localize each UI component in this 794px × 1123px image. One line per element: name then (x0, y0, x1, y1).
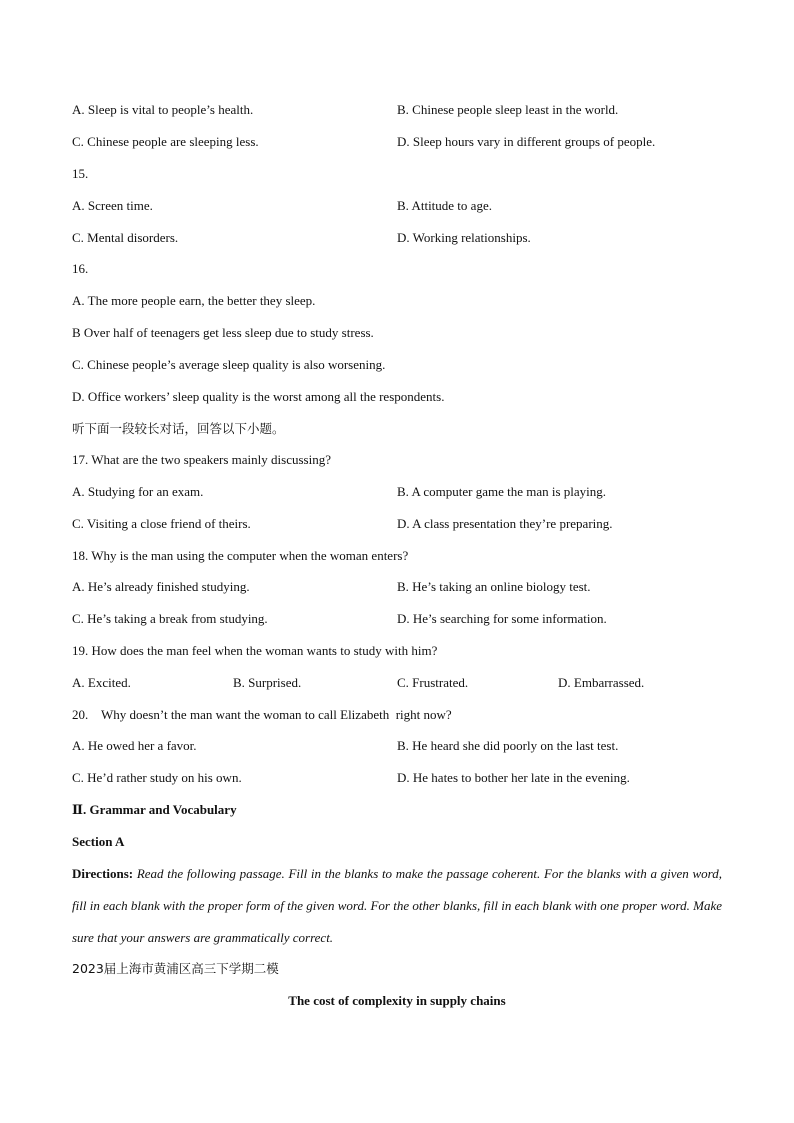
q15-option-a: A. Screen time. (72, 198, 153, 213)
section-a-heading: Section A (72, 834, 125, 849)
source-note: 2023届上海市黄浦区高三下学期二模 (72, 961, 279, 976)
q16-option-b: B Over half of teenagers get less sleep due to study stress. (72, 325, 374, 340)
passage-title: The cost of complexity in supply chains (288, 993, 506, 1008)
q15-option-d: D. Working relationships. (397, 230, 531, 245)
q16-option-c: C. Chinese people’s average sleep quality is also worsening. (72, 357, 386, 372)
q18-option-c: C. He’s taking a break from studying. (72, 611, 268, 626)
q20-option-a: A. He owed her a favor. (72, 738, 197, 753)
directions-label: Directions: (72, 866, 134, 881)
q14-option-d: D. Sleep hours vary in different groups of people. (397, 134, 656, 149)
long-dialogue-instruction: 听下面一段较长对话，回答以下小题。 (72, 421, 285, 436)
directions-text: Read the following passage. Fill in the blanks to make the passage coherent. For the blanks with a given word, fill in each blank with the proper form of the given word. For the other blanks, fill in each blank with one proper word. Make sure that your answers are grammatically correct. (72, 866, 722, 945)
q16-option-d: D. Office workers’ sleep quality is the worst among all the respondents. (72, 389, 445, 404)
q18-option-d: D. He’s searching for some information. (397, 611, 607, 626)
q14-option-c: C. Chinese people are sleeping less. (72, 134, 259, 149)
q15-number: 15. (72, 166, 89, 181)
q18-option-a: A. He’s already finished studying. (72, 579, 250, 594)
q18-question: 18. Why is the man using the computer when the woman enters? (72, 548, 409, 563)
q14-option-a: A. Sleep is vital to people’s health. (72, 102, 254, 117)
q16-number: 16. (72, 261, 89, 276)
section-heading: Ⅱ. Grammar and Vocabulary (72, 802, 237, 817)
q15-option-b: B. Attitude to age. (397, 198, 492, 213)
directions-paragraph (72, 858, 722, 954)
q19-option-c: C. Frustrated. (397, 675, 469, 690)
q17-option-c: C. Visiting a close friend of theirs. (72, 516, 251, 531)
q20-option-c: C. He’d rather study on his own. (72, 770, 242, 785)
q17-question: 17. What are the two speakers mainly discussing? (72, 452, 331, 467)
q17-option-a: A. Studying for an exam. (72, 484, 204, 499)
q16-option-a: A. The more people earn, the better they sleep. (72, 293, 316, 308)
q19-question: 19. How does the man feel when the woman wants to study with him? (72, 643, 438, 658)
q20-option-d: D. He hates to bother her late in the evening. (397, 770, 630, 785)
q20-question: 20. Why doesn’t the man want the woman to call Elizabeth right now? (72, 707, 452, 722)
q19-option-d: D. Embarrassed. (558, 675, 645, 690)
q17-option-d: D. A class presentation they’re preparing. (397, 516, 613, 531)
q19-option-a: A. Excited. (72, 675, 131, 690)
q20-option-b: B. He heard she did poorly on the last test. (397, 738, 619, 753)
q18-option-b: B. He’s taking an online biology test. (397, 579, 591, 594)
q19-option-b: B. Surprised. (233, 675, 302, 690)
q15-option-c: C. Mental disorders. (72, 230, 179, 245)
q17-option-b: B. A computer game the man is playing. (397, 484, 607, 499)
q14-option-b: B. Chinese people sleep least in the world. (397, 102, 619, 117)
